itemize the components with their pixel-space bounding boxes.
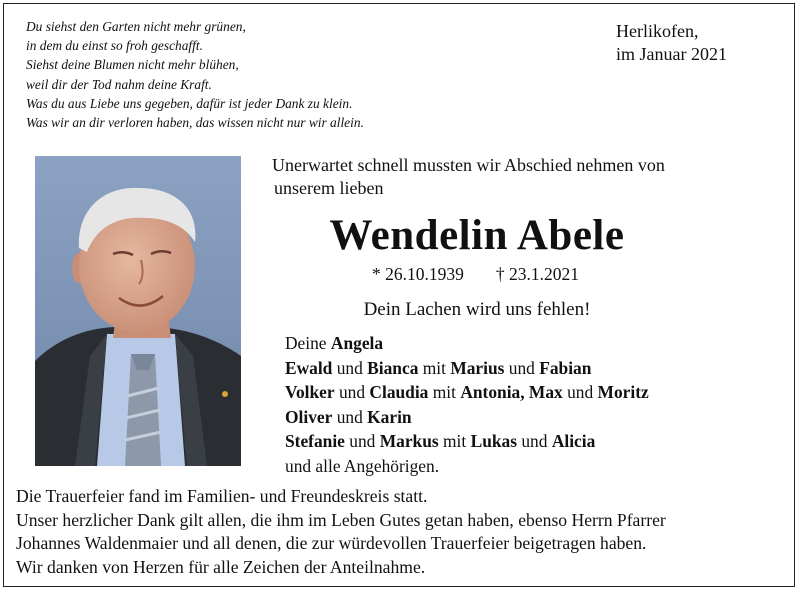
connector: und — [521, 431, 548, 452]
mourner-name: Alicia — [551, 431, 596, 452]
connector: und — [349, 431, 376, 452]
connector: und — [338, 382, 366, 403]
poem-line: in dem du einst so froh geschafft. — [26, 38, 203, 54]
connector: und — [567, 382, 594, 403]
connector: und — [336, 406, 363, 427]
intro-line: unserem lieben — [274, 178, 384, 198]
connector: mit — [443, 431, 467, 452]
connector: und — [508, 357, 535, 378]
mourners-line — [285, 405, 649, 430]
poem-line: weil dir der Tod nahm deine Kraft. — [26, 76, 212, 92]
death-date: † 23.1.2021 — [495, 264, 579, 284]
mourner-name: Karin — [367, 406, 412, 427]
intro-text — [272, 154, 665, 200]
place: Herlikofen, — [616, 21, 699, 41]
footer-line: Die Trauerfeier fand im Familien- und Freundeskreis statt. — [16, 486, 428, 506]
poem — [26, 17, 496, 132]
mourner-name: Marius — [450, 357, 505, 378]
mourners-line — [285, 331, 649, 356]
mourner-name: Antonia, Max — [460, 382, 563, 403]
footer-line: Johannes Waldenmaier und all denen, die zur würdevollen Trauerfeier beigetragen haben. — [16, 533, 647, 553]
mourner-name: Claudia — [369, 382, 429, 403]
portrait-illustration — [35, 156, 241, 466]
mourner-name: Bianca — [367, 357, 419, 378]
mourner-name: Fabian — [539, 357, 592, 378]
mourner-name: Oliver — [285, 406, 333, 427]
mourners-line — [285, 380, 649, 405]
mourner-name: Moritz — [597, 382, 649, 403]
motto: Dein Lachen wird uns fehlen! — [363, 299, 591, 320]
footer-line: Wir danken von Herzen für alle Zeichen der Anteilnahme. — [16, 556, 426, 577]
deceased-name: Wendelin Abele — [329, 212, 625, 259]
connector: und — [336, 357, 363, 378]
date: im Januar 2021 — [616, 44, 727, 64]
footer-text — [16, 485, 666, 579]
footer-line: Unser herzlicher Dank gilt allen, die ihm im Leben Gutes getan haben, ebenso Herrn Pfarrer — [16, 509, 666, 530]
mourner-name: Ewald — [285, 357, 333, 378]
life-dates — [372, 263, 579, 285]
portrait-photo — [35, 156, 241, 466]
mourner-name: Stefanie — [285, 431, 345, 452]
poem-line: Du siehst den Garten nicht mehr grünen, — [26, 19, 246, 34]
birth-date: * 26.10.1939 — [372, 264, 464, 284]
poem-line: Was du aus Liebe uns gegeben, dafür ist jeder Dank zu klein. — [26, 95, 353, 111]
mourners-line — [285, 429, 649, 454]
mourners-list — [285, 331, 649, 479]
place-date — [616, 20, 727, 66]
mourner-name: Markus — [379, 431, 439, 452]
obituary-notice — [3, 3, 795, 587]
mourners-line: und alle Angehörigen. — [285, 455, 440, 476]
mourners-line — [285, 356, 649, 381]
connector: mit — [422, 357, 446, 378]
connector: Deine — [285, 333, 327, 353]
intro-line: Unerwartet schnell mussten wir Abschied nehmen von — [272, 155, 665, 175]
mourner-name: Lukas — [470, 431, 517, 452]
connector: mit — [432, 382, 456, 403]
poem-line: Siehst deine Blumen nicht mehr blühen, — [26, 57, 239, 73]
poem-line: Was wir an dir verloren haben, das wissen nicht nur wir allein. — [26, 115, 364, 131]
mourner-name: Volker — [285, 382, 335, 403]
mourner-name: Angela — [330, 333, 384, 353]
